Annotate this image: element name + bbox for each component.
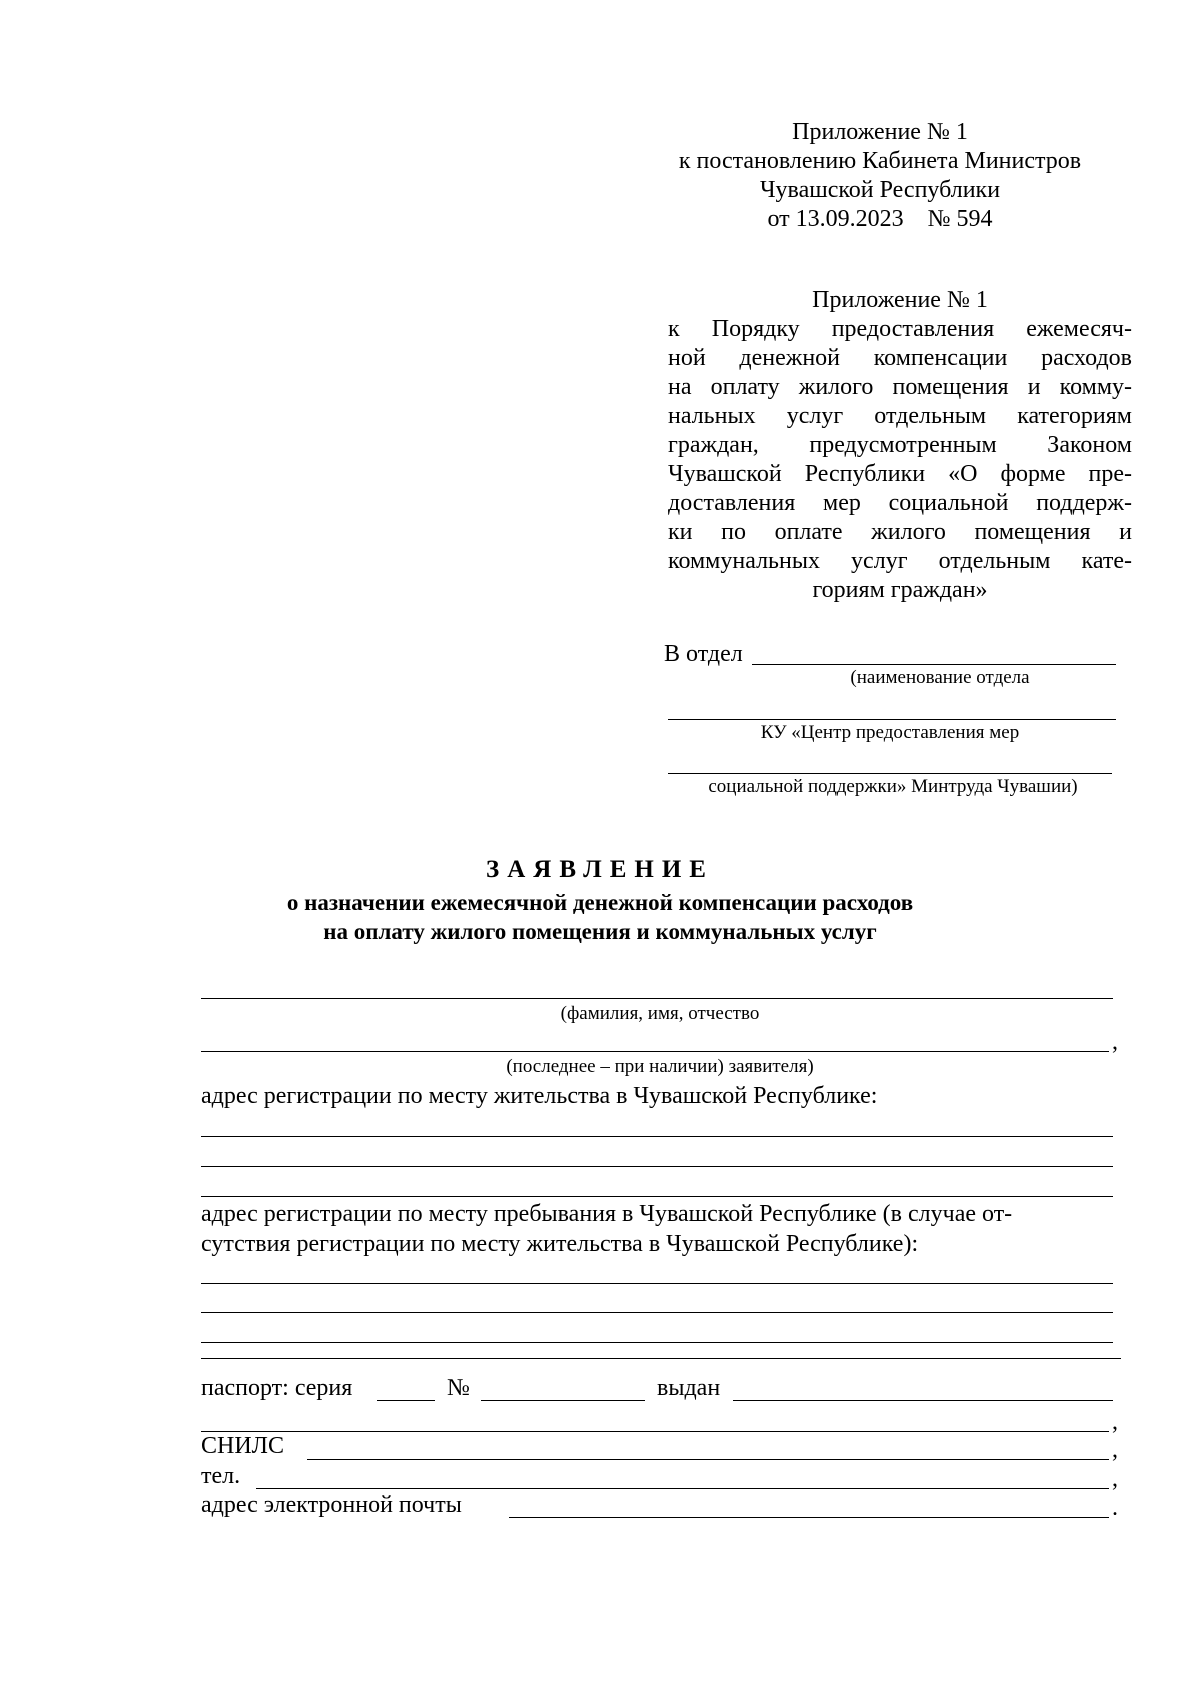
passport-comma: ,	[1112, 1409, 1118, 1435]
snils-field[interactable]	[307, 1459, 1109, 1460]
appendix-1-republic: Чувашской Республики	[759, 177, 1001, 203]
appendix-2-line-last: гориям граждан»	[812, 577, 988, 603]
appendix-2-line: Чувашской Республики «О форме пре-	[668, 461, 1132, 487]
phone-comma: ,	[1112, 1466, 1118, 1492]
full-name-hint-2: (последнее – при наличии) заявителя)	[506, 1056, 814, 1077]
passport-number-field[interactable]	[481, 1400, 645, 1401]
snils-label: СНИЛС	[201, 1433, 284, 1459]
document-subtitle-1: о назначении ежемесячной денежной компенсации расходов	[286, 890, 914, 915]
residence-address-line-3[interactable]	[201, 1196, 1113, 1197]
appendix-2-line: коммунальных услуг отдельным кате-	[668, 548, 1132, 574]
full-name-comma: ,	[1112, 1029, 1118, 1055]
email-label: адрес электронной почты	[201, 1492, 462, 1518]
passport-series-label: паспорт: серия	[201, 1375, 353, 1401]
appendix-2-body	[668, 315, 1132, 605]
passport-issued-field-2[interactable]	[201, 1431, 1109, 1432]
full-name-hint-1: (фамилия, имя, отчество	[560, 1003, 760, 1024]
appendix-2-line: граждан, предусмотренным Законом	[668, 432, 1132, 458]
appendix-2-line: ной денежной компенсации расходов	[668, 345, 1132, 371]
appendix-1-header	[640, 118, 1120, 234]
phone-field[interactable]	[256, 1488, 1109, 1489]
department-name-field[interactable]	[752, 664, 1116, 665]
full-name-field[interactable]	[201, 998, 1113, 999]
appendix-2-line: ки по оплате жилого помещения и	[668, 519, 1132, 545]
stay-address-line-1[interactable]	[201, 1283, 1113, 1284]
passport-number-label: №	[447, 1375, 470, 1401]
stay-address-line-2[interactable]	[201, 1312, 1113, 1313]
residence-address-line-2[interactable]	[201, 1166, 1113, 1167]
appendix-2-line: на оплату жилого помещения и комму-	[668, 374, 1132, 400]
email-field[interactable]	[509, 1517, 1109, 1518]
department-hint-3: социальной поддержки» Минтруда Чувашии)	[708, 776, 1078, 797]
appendix-1-decree: к постановлению Кабинета Министров	[678, 148, 1082, 174]
passport-series-field[interactable]	[377, 1400, 435, 1401]
appendix-2-line: доставления мер социальной поддерж-	[668, 490, 1132, 516]
appendix-2-line: нальных услуг отдельным категориям	[668, 403, 1132, 429]
stay-address-line-3[interactable]	[201, 1342, 1113, 1343]
appendix-2-title: Приложение № 1	[812, 287, 988, 313]
document-title: ЗАЯВЛЕНИЕ	[486, 856, 714, 883]
to-department-label: В отдел	[664, 641, 743, 667]
passport-issued-field[interactable]	[733, 1400, 1113, 1401]
department-name-field-2[interactable]	[668, 719, 1116, 720]
document-subtitle-2: на оплату жилого помещения и коммунальных услуг	[323, 919, 877, 944]
stay-address-line-4[interactable]	[201, 1358, 1121, 1359]
full-name-field-2[interactable]	[201, 1051, 1109, 1052]
appendix-1-date: от 13.09.2023 № 594	[767, 206, 993, 232]
email-period: .	[1112, 1495, 1118, 1521]
residence-address-line-1[interactable]	[201, 1136, 1113, 1137]
snils-comma: ,	[1112, 1437, 1118, 1463]
department-hint-2: КУ «Центр предоставления мер	[760, 722, 1020, 743]
stay-address-label-1: адрес регистрации по месту пребывания в Чувашской Республике (в случае от-	[201, 1201, 1013, 1227]
stay-address-label-2: сутствия регистрации по месту жительства в Чувашской Республике):	[201, 1231, 919, 1257]
phone-label: тел.	[201, 1463, 241, 1489]
appendix-2-line: к Порядку предоставления ежемесяч-	[668, 316, 1132, 342]
passport-issued-label: выдан	[657, 1375, 721, 1401]
residence-address-label: адрес регистрации по месту жительства в Чувашской Республике:	[201, 1083, 878, 1109]
department-name-field-3[interactable]	[668, 773, 1112, 774]
department-hint-1: (наименование отдела	[850, 667, 1030, 688]
appendix-1-title: Приложение № 1	[792, 119, 968, 145]
